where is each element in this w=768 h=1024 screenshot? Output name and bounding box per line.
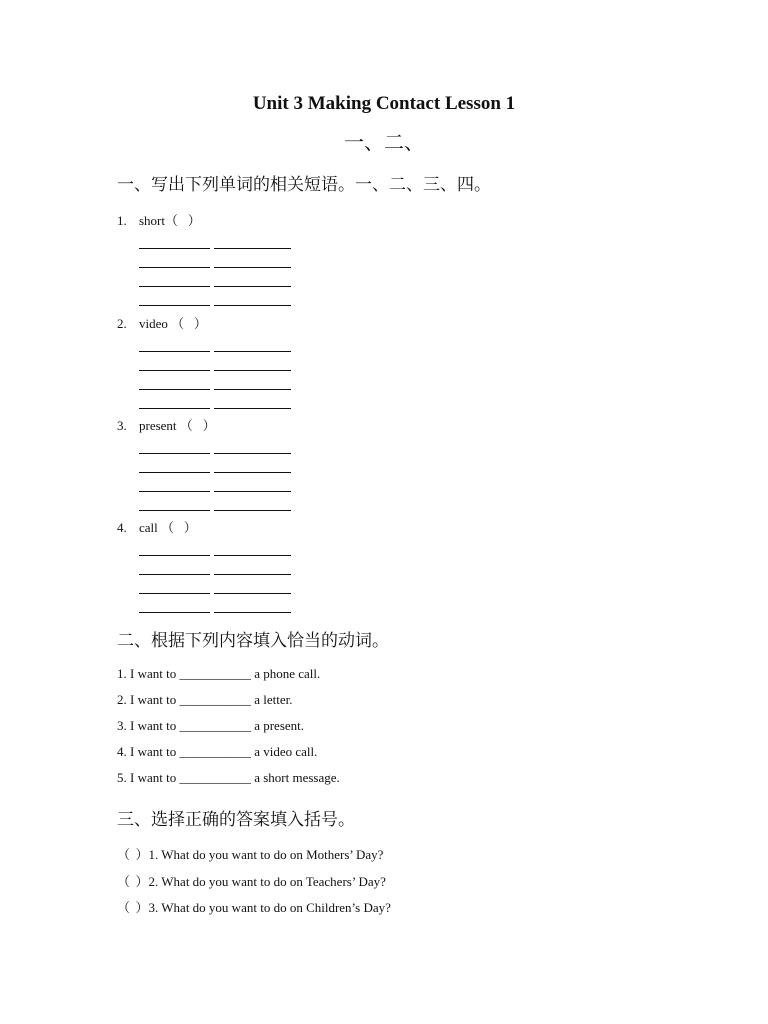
item-number: 1.: [117, 213, 127, 228]
open-paren: （: [117, 900, 131, 915]
question-2: [117, 871, 386, 890]
close-paren: ）: [135, 900, 149, 915]
answer-line-row[interactable]: [139, 575, 299, 594]
answer-line-row[interactable]: [139, 537, 299, 556]
item-3-answer-lines: [139, 435, 299, 511]
answer-line-row[interactable]: [139, 435, 299, 454]
answer-line-row[interactable]: [139, 473, 299, 492]
answer-line-row[interactable]: [139, 352, 299, 371]
item-word: present: [139, 418, 180, 433]
close-paren: ）: [183, 520, 197, 535]
open-paren: （: [171, 316, 185, 331]
item-4-label: [117, 517, 197, 536]
answer-line-row[interactable]: [139, 249, 299, 268]
answer-line-row[interactable]: [139, 333, 299, 352]
question-text: 2. What do you want to do on Teachers’ Day?: [148, 874, 386, 889]
close-paren: ）: [193, 316, 207, 331]
open-paren: （: [179, 418, 193, 433]
page-title: Unit 3 Making Contact Lesson 1: [252, 93, 516, 114]
answer-line-row[interactable]: [139, 594, 299, 613]
fill-sentence-1: 1. I want to ___________ a phone call.: [117, 666, 321, 681]
close-paren: ）: [187, 213, 201, 228]
fill-sentence-5: 5. I want to ___________ a short message.: [117, 770, 340, 785]
question-text: 3. What do you want to do on Children’s Day?: [148, 900, 391, 915]
item-number: 2.: [117, 316, 127, 331]
answer-line-row[interactable]: [139, 390, 299, 409]
answer-line-row[interactable]: [139, 371, 299, 390]
open-paren: （: [117, 847, 131, 862]
item-1-answer-lines: [139, 230, 299, 306]
close-paren: ）: [135, 847, 149, 862]
item-word: call: [139, 520, 162, 535]
answer-line-row[interactable]: [139, 268, 299, 287]
item-4-answer-lines: [139, 537, 299, 613]
close-paren: ）: [135, 874, 149, 889]
answer-line-row[interactable]: [139, 556, 299, 575]
open-paren: （: [161, 520, 175, 535]
item-3-label: [117, 415, 216, 434]
page-subtitle: 一、二、: [344, 132, 424, 154]
fill-sentence-3: 3. I want to ___________ a present.: [117, 718, 305, 733]
question-text: 1. What do you want to do on Mothers’ Day?: [148, 847, 384, 862]
item-number: 3.: [117, 418, 127, 433]
answer-line-row[interactable]: [139, 454, 299, 473]
section-1-heading: 一、写出下列单词的相关短语。一、二、三、四。: [117, 175, 491, 195]
open-paren: （: [117, 874, 131, 889]
section-2-heading: 二、根据下列内容填入恰当的动词。: [117, 631, 389, 651]
item-word: short: [139, 213, 165, 228]
open-paren: （: [165, 213, 179, 228]
answer-line-row[interactable]: [139, 492, 299, 511]
item-2-label: [117, 313, 207, 332]
fill-sentence-4: 4. I want to ___________ a video call.: [117, 744, 318, 759]
question-3: [117, 897, 391, 916]
answer-line-row[interactable]: [139, 287, 299, 306]
answer-line-row[interactable]: [139, 230, 299, 249]
item-2-answer-lines: [139, 333, 299, 409]
close-paren: ）: [202, 418, 216, 433]
section-3-heading: 三、选择正确的答案填入括号。: [117, 810, 355, 830]
question-1: [117, 844, 383, 863]
item-word: video: [139, 316, 172, 331]
item-1-label: [117, 210, 201, 229]
fill-sentence-2: 2. I want to ___________ a letter.: [117, 692, 293, 707]
item-number: 4.: [117, 520, 127, 535]
